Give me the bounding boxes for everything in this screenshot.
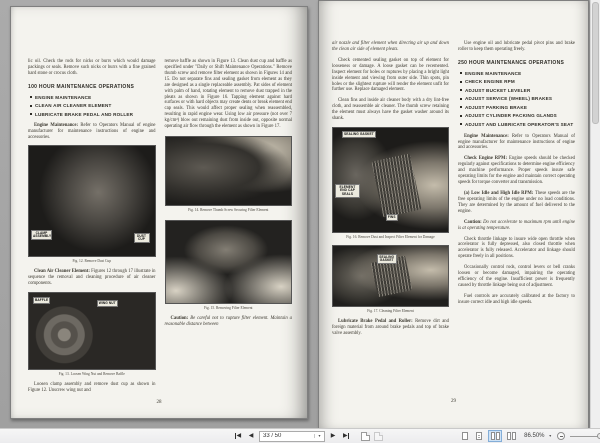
paragraph-lead: Engine Maintenance:: [464, 133, 509, 139]
bullet-item: [460, 79, 575, 85]
figure-14-caption: Fig. 14. Remove Thumb Screw Securing Filter Element: [188, 208, 269, 213]
paragraph-text: Refer to Operators Manual of engine manufacturer for maintenance instructions of engine and accessories.: [458, 133, 575, 151]
bullet-icon: [460, 106, 462, 108]
section-heading-100-hour: 100 HOUR MAINTENANCE OPERATIONS: [28, 83, 135, 90]
paragraph-text: Do not accelerate to maximum rpm until engine is at operating temperature.: [458, 219, 576, 231]
photo-label: SEALING GASKET: [377, 254, 397, 264]
facing-pages-view-button[interactable]: [488, 430, 502, 442]
bullet-item: [460, 96, 575, 102]
facing-pages-icon: [491, 432, 500, 440]
section-heading-250-hour: 250 HOUR MAINTENANCE OPERATIONS: [458, 59, 565, 66]
paragraph-lead: Engine Maintenance:: [34, 122, 79, 128]
page-number-input[interactable]: [260, 432, 314, 441]
paragraph: [28, 123, 156, 141]
figure-15-photo: [165, 220, 293, 304]
figure-13-photo: [28, 292, 156, 370]
photo-label: ELEMENT END CAP SEALS: [335, 184, 360, 198]
paragraph: air nozzle and filter element when directing air up and down the clean air side of element pleats.: [332, 41, 449, 52]
page-dropdown-caret-icon[interactable]: ▼: [314, 434, 324, 438]
paragraph: [28, 269, 156, 287]
paragraph: [458, 191, 575, 215]
facing-continuous-icon: [507, 432, 516, 440]
paragraph: Check throttle linkage to insure wide open throttle when accelerator is fully depressed, also closed throttle when accelerator is fully released. Accelerator and linkage should operate freely in all positions.: [458, 236, 575, 260]
figure-14-photo: [165, 136, 293, 206]
previous-view-button[interactable]: [360, 431, 370, 442]
bullet-icon: [460, 115, 462, 117]
figure-15-caption: Fig. 15. Removing Filter Element: [203, 306, 253, 311]
photo-label: DUST CUP: [134, 233, 150, 243]
bullet-label: ENGINE MAINTENANCE: [35, 94, 92, 100]
paragraph-lead: Lubricate Brake Pedal and Roller:: [338, 319, 413, 325]
single-page-view-button[interactable]: [460, 431, 470, 442]
previous-page-icon: ◀: [248, 433, 254, 439]
paragraph-lead: (a) Low Idle and High Idle RPM:: [464, 191, 534, 196]
paragraph-lead: Check Engine RPM:: [464, 156, 508, 162]
continuous-view-button[interactable]: [474, 431, 484, 442]
page-29: [318, 0, 589, 428]
paragraph: lic oil. Check the rods for nicks or burrs which would damage packings or seals. Remove such nicks or burrs with a fine grained hard stone or crocus cloth.: [28, 59, 156, 76]
photo-label: SEALING GASKET: [342, 131, 376, 138]
paragraph-lead: Caution:: [170, 316, 189, 322]
last-page-icon: ▶: [342, 433, 348, 439]
bullet-item: [460, 113, 575, 119]
continuous-view-icon: [476, 432, 482, 440]
next-view-button[interactable]: [373, 431, 383, 442]
page29-column-1: [332, 41, 449, 342]
bullet-label: ENGINE MAINTENANCE: [465, 70, 522, 76]
bullet-item: [460, 105, 575, 111]
paragraph: Use engine oil and lubricate pedal pivot pins and brake roller to keep them operating freely.: [458, 41, 575, 52]
bullet-icon: [460, 98, 462, 100]
paragraph: [458, 134, 575, 152]
paragraph: Loosen clamp assembly and remove dust cup as shown in Figure 12. Unscrew wing nut and: [28, 382, 156, 394]
zoom-dropdown-caret-icon[interactable]: ▼: [548, 434, 552, 438]
bullet-icon: [460, 81, 462, 83]
paragraph-text: Figures 12 through 17 illustrate in sequence the removal and cleaning procedure of air cleaner components.: [28, 269, 156, 287]
bullet-label: LUBRICATE BRAKE PEDAL AND ROLLER: [35, 111, 134, 117]
page-number: 28: [156, 400, 162, 405]
next-page-button[interactable]: [328, 431, 338, 442]
caution-paragraph: [458, 220, 575, 232]
bullet-label: ADJUST SERVICE (WHEEL) BRAKES: [465, 96, 553, 102]
photo-label: FINS: [386, 214, 398, 221]
figure-12-photo: [28, 145, 156, 257]
previous-view-icon: [361, 432, 370, 441]
figure-16-caption: Fig. 16. Remove Dust and Inspect Filter Element for Damage: [346, 235, 435, 240]
page29-column-2: [458, 41, 575, 342]
zoom-slider[interactable]: [570, 431, 600, 441]
paragraph: Occasionally control rods, control levers or bell cranks loosen or become damaged, impairing the operating efficiency of the engine. Insufficient power is frequently caused by throttle linkage being out of adjustment.: [458, 265, 575, 288]
paragraph: [332, 319, 449, 337]
continuous-lines-icon: [478, 435, 480, 436]
facing-continuous-view-button[interactable]: [506, 431, 516, 442]
bullet-icon: [460, 123, 462, 125]
zoom-out-icon: [557, 432, 565, 440]
bullet-label: ADJUST CYLINDER PACKING GLANDS: [465, 113, 557, 119]
bullet-label: ADJUST AND LUBRICATE OPERATOR'S SEAT: [465, 121, 574, 127]
bullet-label: ADJUST PARKING BRAKE: [465, 104, 528, 110]
zoom-slider-track: [570, 436, 600, 437]
page-number-box: [259, 431, 325, 442]
paragraph: remove baffle as shown in Figure 13. Clean dust cup and baffle as specified under "Daily or Shift Maintenance Operations." Remove thumb screw and remove filter element as shown in Figures 14 and 15. Do not separate fins and sealing gasket from element as they are designed as a single replaceable assembly. Pat sides of element with palm of hand, rotating element to remove dust trapped in the pleats as shown in Figure 16. Tapping element against hard surfaces or with hard objects may create dents or break element end cap seals. This would affect proper sealing when reassembled, resulting in rapid engine wear. Using low air pressure (not over 7 kg/cm²) blow out remaining dust from inside out, opposite normal operating air flow through the element as shown in Figure 17.: [164, 59, 292, 130]
single-page-view-icon: [462, 432, 468, 440]
paragraph-text: Engine speeds should be checked regularly against specifications to determine engine efficiency and machine performance. Proper speeds insure safe operating limits for the engine and maintain correct operating speeds for torque converter and transmission.: [458, 156, 575, 186]
page-28: [10, 6, 308, 419]
paragraph: Fuel controls are accurately calibrated at the factory to insure correct idle and high idle speeds.: [458, 293, 575, 305]
figure-16-photo: [332, 127, 449, 233]
first-page-icon: ◀: [236, 433, 242, 439]
caution-paragraph: [165, 316, 293, 328]
page-navigation-group: [233, 431, 383, 442]
photo-label: WING NUT: [97, 300, 118, 307]
bullet-item: [30, 95, 156, 101]
bullet-item: [460, 71, 575, 77]
paragraph: Clean fins and inside air cleaner body with a dry lint-free cloth, and reassemble air cleaner. The thumb screw retaining the element must always have the gasket washer around its shank.: [332, 98, 449, 122]
bullet-icon: [460, 89, 462, 91]
figure-12-caption: Fig. 12. Remove Dust Cup: [72, 259, 112, 264]
page28-column-2: [165, 59, 293, 399]
bullet-item: [30, 112, 156, 118]
bullet-icon: [30, 96, 32, 98]
filter-pleats-graphic: [371, 154, 421, 218]
last-page-button[interactable]: [341, 431, 351, 442]
scrollbar-thumb[interactable]: [592, 2, 599, 124]
bullet-icon: [30, 105, 32, 107]
paragraph-text: Be careful not to rupture filter element. Maintain a reasonable distance between: [164, 316, 292, 327]
page-number: 29: [451, 399, 456, 404]
zoom-view-group: [460, 430, 600, 442]
last-page-icon: [348, 433, 350, 439]
paragraph-lead: Caution:: [464, 219, 482, 225]
figure-17-caption: Fig. 17. Cleaning Filter Element: [367, 309, 414, 314]
bullet-label: CLEAN AIR CLEANER ELEMENT: [35, 103, 112, 109]
bullet-icon: [460, 72, 462, 74]
paragraph: Check cemented sealing gasket on top of element for looseness or damage. A loose gasket can be recemented. Inspect element for holes or ruptures by placing a bright light inside element and viewing from outer side. Thin spots, pin holes or the slightest rupture will render the element unfit for further use. Replace damaged element.: [332, 57, 449, 93]
bullet-icon: [30, 113, 32, 115]
page28-column-1: [28, 59, 156, 399]
zoom-out-button[interactable]: [556, 431, 566, 442]
bullet-item: [460, 88, 575, 94]
vertical-scrollbar[interactable]: [590, 0, 600, 428]
photo-label: CLAMP ASSEMBLY: [31, 230, 52, 240]
bullet-label: ADJUST BUCKET LEVELER: [465, 87, 531, 93]
next-page-icon: ▶: [330, 433, 336, 439]
zoom-level-value[interactable]: 86.50%: [524, 433, 545, 439]
first-page-button[interactable]: [233, 431, 243, 442]
bullet-item: [460, 122, 575, 128]
bullet-label: CHECK ENGINE RPM: [465, 79, 515, 85]
paragraph-text: These speeds are the free operating limits of the engine under no load conditions. They are determined by the amount of fuel delivered to the engine.: [458, 191, 575, 214]
next-view-icon: [374, 432, 383, 441]
figure-13-caption: Fig. 13. Loosen Wing Nut and Remove Baffle: [58, 372, 125, 377]
paragraph-lead: Clean Air Cleaner Element:: [34, 269, 90, 275]
paragraph-text: Refer to Operators Manual of engine manufacturer for maintenance instructions of engine and accessories.: [28, 122, 156, 140]
previous-page-button[interactable]: [246, 431, 256, 442]
bottom-toolbar: [0, 428, 600, 443]
paragraph: [458, 156, 575, 186]
paragraph-text: Remove dirt and foreign material from around brake pedals and top of brake valve assembly.: [332, 319, 449, 336]
photo-label: BAFFLE: [33, 297, 50, 304]
figure-17-photo: [332, 245, 449, 307]
bullet-item: [30, 103, 156, 109]
